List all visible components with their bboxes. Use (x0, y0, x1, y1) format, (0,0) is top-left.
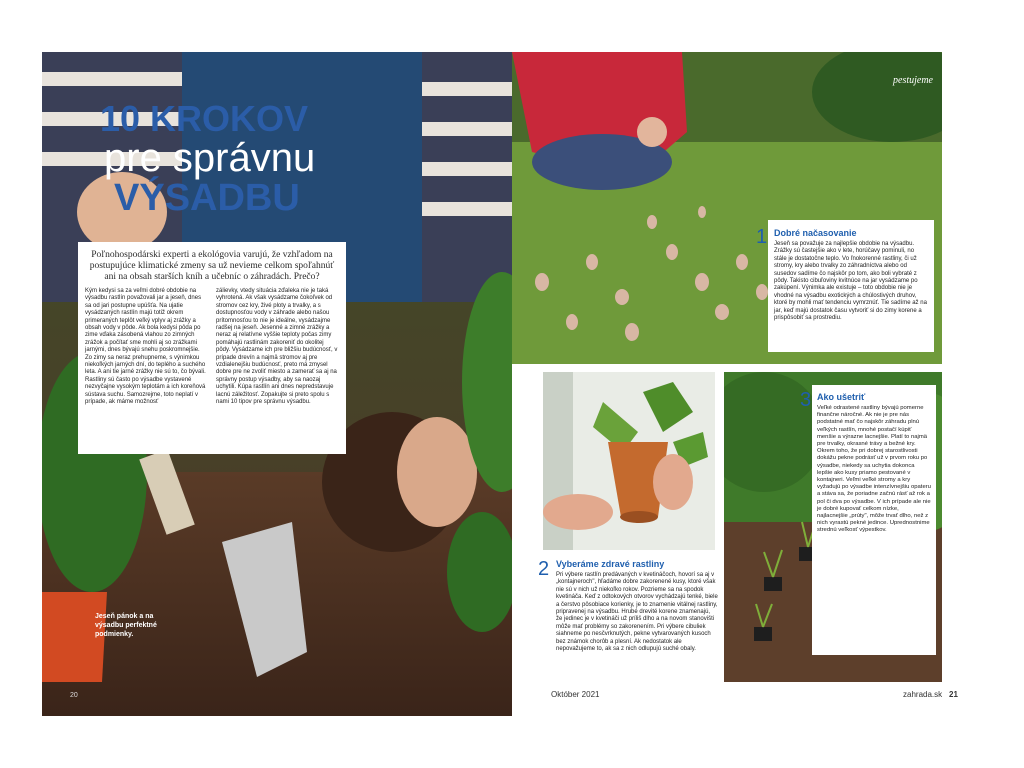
pot-in-hand-illustration (543, 372, 715, 550)
right-page-number: 21 (949, 690, 958, 699)
title-line-1: 10 KROKOV (100, 98, 309, 139)
step-2-heading: Vyberáme zdravé rastliny (556, 559, 665, 569)
step-1-heading: Dobré načasovanie (774, 228, 857, 238)
step-2-box (556, 559, 718, 653)
lead-paragraph: Poľnohospodárski experti a ekológovia varujú, že vzhľadom na postupujúce klimatické zmeny sa už nevieme celkom spoľahnúť ani na obsah starších kníh a učebníc o záhradách. Prečo? (89, 250, 335, 282)
footer-date: Október 2021 (551, 690, 600, 699)
left-page-number: 20 (70, 692, 78, 699)
section-tag: pestujeme (893, 75, 933, 86)
photo-caption: Jeseň pánok a na výsadbu perfektné podmienky. (95, 613, 157, 638)
step-1-box (768, 220, 934, 352)
title-line-2: pre správnu (104, 136, 316, 180)
intro-text-box (78, 242, 346, 454)
step-1-body: Jeseň sa považuje za najlepšie obdobie na výsadbu. Zrážky sú častejšie ako v lete, horúčavy pominuli, no stále je dostatočne teplo. Vo ľnokorenné rastliny, či už stromy, kry alebo trvalky zo záhradníctva alebo od susedov sadíme čo najskôr po tom, ako boli vybraté z pôdy. Takisto cibuľoviny kvitnúce na jar vysádzame po zakúpení. Výnimka ale existuje – toto obdobie nie je vhodné na výsadbu exotických a chúlostivých druhov, ktoré by mohli mať tendenciu vymrznúť. Tie sadíme až na jar, keď majú dostatok času vytvoriť si do zimy korene a prispôsobiť sa prostrediu. (774, 241, 927, 322)
step-3-body: Veľké odrastené rastliny bývajú pomerne finančne náročné. Ak nie je pre nás podstatné mať čo najskôr záhradu plnú veľkých rastlín, mnohé postačí kúpiť menšie a výrazne lacnejšie. Platí to najmä pre trvalky, okrasné trávy a bežné kry. Okrem toho, že pri dobrej starostlivosti dokážu pekne podrásť už v prvom roku po výsadbe, niekedy sa uchytia dokonca lepšie ako kusy priamo pestované v kontajneri. Veľmi veľké stromy a kry vyžadujú po výsadbe intenzívnejšiu opateru a stáva sa, že poriadne začnú rásť až rok a pol či dva po výsadbe. V ich prípade ale nie je dobré kupovať celkom nízke, najlacnejšie „prúty", môže trvať dlho, než z nich vyrastú pekné jedince. Uprednostnime strednú veľkosť výpestkov. (817, 405, 931, 534)
step-3-box (812, 385, 936, 655)
step-2-number: 2 (538, 558, 550, 580)
intro-column-2: zálievky, vtedy situácia zďaleka nie je taká vyhrotená. Ak však vysádzame čokoľvek od stromov cez kry, živé ploty a trvalky, a s dostupnosťou vody v záhrade alebo našou prítomnosťou to nie je ideálne, vysádzajme radšej na jeseň. Jesenné a zimné zrážky a neraz aj relatívne vyššie teploty počas zimy pomáhajú rastlinám zakoreniť do okolitej pôdy. Vysádzame ich pre bližšiu budúcnosť, v prípade drevín a najmä stromov aj pre vzdialenejšiu budúcnosť, preto má zmysel dobre pre ne zvoliť miesto a zamerať sa aj na správny postup výsadby, aby sa naozaj uchytili. Kúpa rastlín ani dnes nepredstavuje lacnú záležitosť. Zopakujte si preto spolu s nami 10 tipov pre správnu výsadbu. (216, 288, 338, 406)
intro-column-1: Kým kedysi sa za veľmi dobré obdobie na výsadbu rastlín považovali jar a jeseň, dnes sa od jari postupne upúšťa. Na ujatie vysádzaných rastlín majú totiž okrem primeraných teplôt veľký vplyv aj zrážky a obsah vody v pôde. Ak bola kedysi pôda po zime vďaka zásobená vlahou zo zimných zrážok a počítať sme mohli aj so zrážkami jarnými, dnes bývajú snehu poskromnejšie. Zo zimy sa neraz prehupneme, s výnimkou niekoľkých jarných dní, do teplého a suchého leta. A ani tie jarné zrážky nie sú to, čo bývali. Rastliny sú často po výsadbe vystavené nezvyčajne vysokým teplotám a ich koreňová sústava suchu. Samozrejme, toto neplatí v prípade, ak máme možnosť (85, 288, 206, 406)
pot-roots-photo (543, 372, 715, 550)
step-3-number: 3 (800, 389, 812, 411)
step-2-body: Pri výbere rastlín predávaných v kvetináčoch, hovorí sa aj v „kontajneroch", hľadáme dobre zakorenené kusy, ktoré však nie sú v nich už niekoľko rokov. Pozrieme sa na spodok kvetináča. Keď z odtokových otvorov vychádzajú tenké, biele a čerstvo pôsobiace korienky, je to znamenie vitálnej rastliny, pripravenej na výsadbu. Hrubé drevité korene znamenajú, že jedinec je v kvetináči už príliš dlho a na novom stanovišti môže mať problémy so zakorenením. Pri výbere cibuliek siahneme po nesčvrknutých, pekne vytvarovaných kusoch bez známok chorôb a plesní. Ak nedostatok ale nepovažujeme to, ak sa z nich odlupujú suché obaly. (556, 572, 718, 653)
article-title (100, 100, 360, 218)
title-line-3: VÝSADBU (114, 177, 300, 219)
footer-site: zahrada.sk (903, 690, 943, 699)
step-1-number: 1 (756, 226, 768, 248)
step-3-heading: Ako ušetriť (817, 392, 866, 402)
